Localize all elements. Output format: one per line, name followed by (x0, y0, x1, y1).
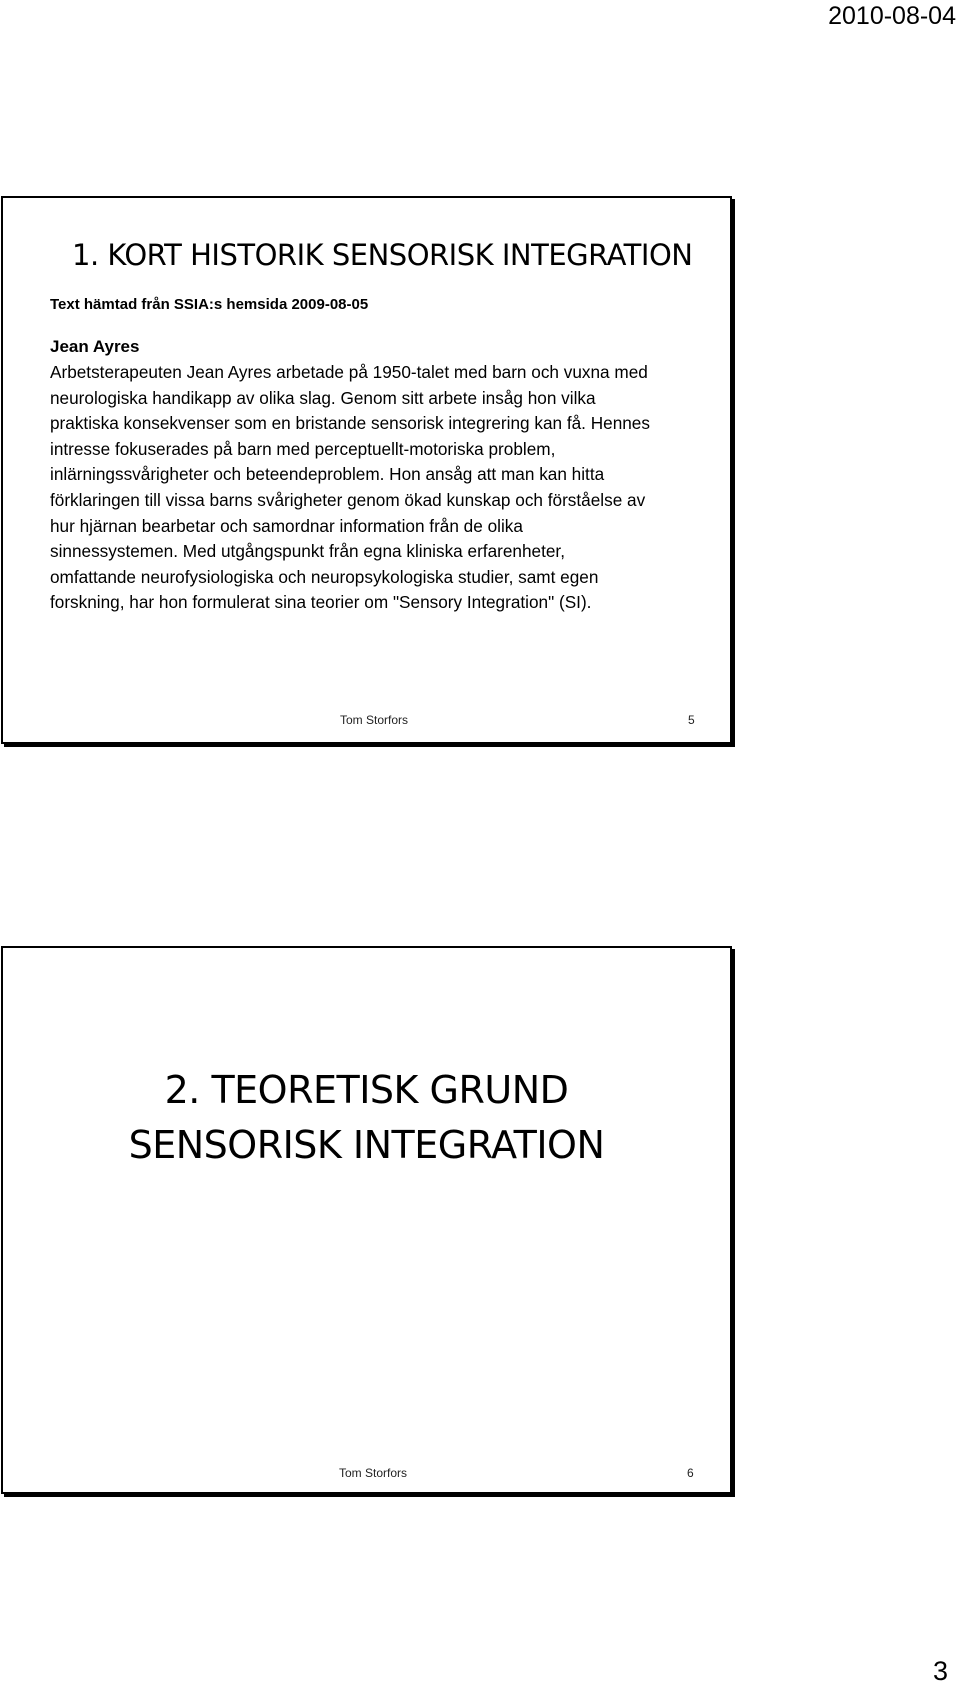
body-line: praktiska konsekvenser som en bristande sensorisk integrering kan få. Hennes (50, 413, 650, 434)
body-line: forskning, har hon formulerat sina teorier om "Sensory Integration" (SI). (50, 592, 592, 613)
body-line: Arbetsterapeuten Jean Ayres arbetade på 1950-talet med barn och vuxna med (50, 362, 648, 382)
slide-5 (1, 196, 732, 744)
body-line: neurologiska handikapp av olika slag. Genom sitt arbete insåg hon vilka (50, 387, 596, 408)
page-date: 2010-08-04 (828, 2, 956, 30)
slide-title (3, 1063, 730, 1173)
slide-title-line: SENSORISK INTEGRATION (128, 1123, 605, 1167)
section-heading: Jean Ayres (50, 337, 140, 356)
body-line: hur hjärnan bearbetar och samordnar information från de olika (50, 515, 523, 536)
slide-footer-number: 5 (688, 713, 695, 727)
body-paragraph (50, 360, 720, 616)
source-note: Text hämtad från SSIA:s hemsida 2009-08-05 (50, 296, 369, 313)
body-line: sinnessystemen. Med utgångspunkt från egna kliniska erfarenheter, (50, 541, 565, 562)
slide-footer-author: Tom Storfors (339, 1466, 408, 1480)
body-line: omfattande neurofysiologiska och neuropsykologiska studier, samt egen (50, 566, 599, 587)
body-line: förklaringen till vissa barns svårigheter genom ökad kunskap och förståelse av (50, 489, 646, 510)
page-number: 3 (932, 1656, 948, 1686)
body-line: inlärningssvårigheter och beteendeproblem. Hon ansåg att man kan hitta (50, 464, 605, 485)
body-line: intresse fokuserades på barn med perceptuellt-motoriska problem, (50, 438, 556, 459)
slide-6 (1, 946, 732, 1494)
slide-footer-number: 6 (687, 1466, 694, 1480)
slide-title: 1. KORT HISTORIK SENSORISK INTEGRATION (72, 238, 693, 272)
slide-footer-author: Tom Storfors (340, 713, 409, 727)
slide-title-line: 2. TEORETISK GRUND (164, 1068, 569, 1112)
